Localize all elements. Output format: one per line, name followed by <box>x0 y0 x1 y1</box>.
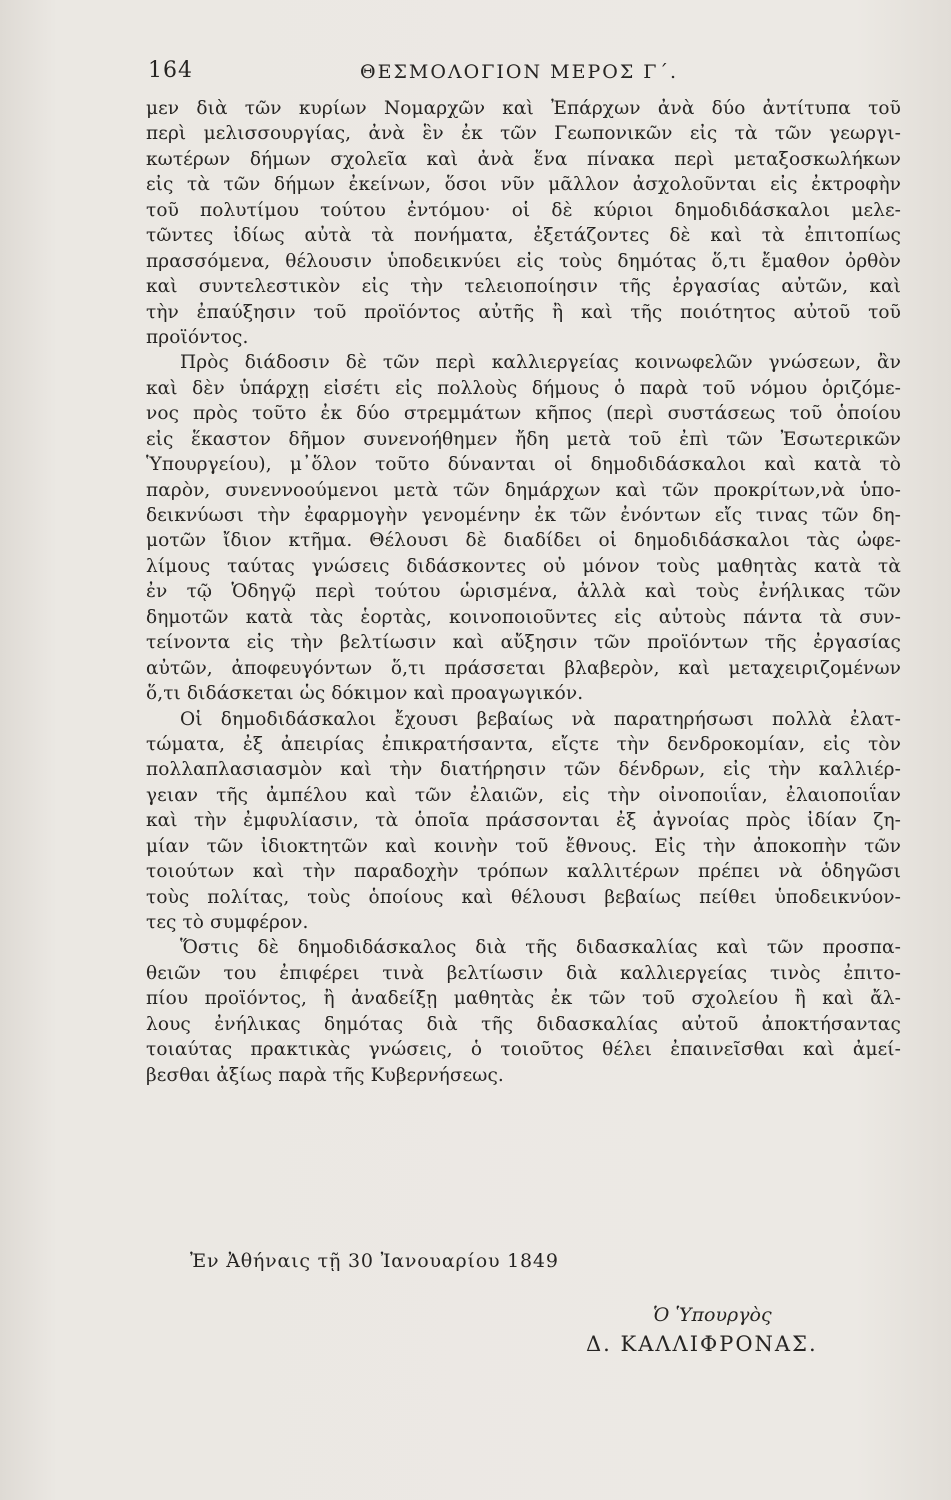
text-line: θειῶν του ἐπιφέρει τινὰ βελτίωσιν διὰ καλλιεργείας τινὸς ἐπιτο- <box>146 962 901 984</box>
text-line: λίμους ταύτας γνώσεις διδάσκοντες οὐ μόνον τοὺς μαθητὰς κατὰ τὰ <box>146 555 901 577</box>
text-line: καὶ τὴν ἐμφυλίασιν, τὰ ὁποῖα πράσσονται ἐξ ἀγνοίας πρὸς ἰδίαν ζη- <box>146 810 901 832</box>
signature-block <box>586 1304 871 1356</box>
text-line: μοτῶν ἴδιον κτῆμα. Θέλουσι δὲ διαδίδει οἱ δημοδιδάσκαλοι τὰς ὠφε- <box>146 530 901 552</box>
text-line: εἰς ἕκαστον δῆμον συνενοήθημεν ἤδη μετὰ τοῦ ἐπὶ τῶν Ἐσωτερικῶν <box>146 428 901 450</box>
text-line: μεν διὰ τῶν κυρίων Νομαρχῶν καὶ Ἐπάρχων ἀνὰ δύο ἀντίτυπα τοῦ <box>146 98 901 119</box>
text-line: αὐτῶν, ἀποφευγόντων ὅ,τι πράσσεται βλαβερὸν, καὶ μεταχειριζομένων <box>146 657 901 679</box>
text-line: Οἱ δημοδιδάσκαλοι ἔχουσι βεβαίως νὰ παρατηρήσωσι πολλὰ ἐλατ- <box>180 708 901 730</box>
running-header <box>148 58 800 90</box>
text-line: ὅ,τι διδάσκεται ὡς δόκιμον καὶ προαγωγικόν. <box>146 683 584 705</box>
text-line: νος πρὸς τοῦτο ἐκ δύο στρεμμάτων κῆπος (περὶ συστάσεως τοῦ ὁποίου <box>146 403 901 425</box>
body-text <box>146 96 901 1088</box>
text-line: παρὸν, συνεννοούμενοι μετὰ τῶν δημάρχων καὶ τῶν προκρίτων,νὰ ὑπο- <box>146 479 901 501</box>
text-line: λους ἐνήλικας δημότας διὰ τῆς διδασκαλίας αὐτοῦ ἀποκτήσαντας <box>146 1013 901 1035</box>
text-line: Ὑπουργείου), μ᾽ὅλον τοῦτο δύνανται οἱ δημοδιδάσκαλοι καὶ κατὰ τὸ <box>146 454 901 476</box>
text-line: τοὺς πολίτας, τοὺς ὁποίους καὶ θέλουσι βεβαίως πείθει ὑποδεικνύον- <box>146 886 901 908</box>
text-line: γειαν τῆς ἀμπέλου καὶ τῶν ἐλαιῶν, εἰς τὴν οἰνοποιΐαν, ἐλαιοποιΐαν <box>146 784 901 806</box>
text-line: βεσθαι ἀξίως παρὰ τῆς Κυβερνήσεως. <box>146 1064 504 1086</box>
dateline: Ἐν Ἀθήναις τῇ 30 Ἰανουαρίου 1849 <box>190 1250 559 1272</box>
text-line: τῶντες ἰδίως αὐτὰ τὰ πονήματα, ἐξετάζοντες δὲ καὶ τὰ ἐπιτοπίως <box>146 225 901 247</box>
text-line: πολλαπλασιασμὸν καὶ τὴν διατήρησιν τῶν δένδρων, εἰς τὴν καλλιέρ- <box>146 759 901 781</box>
text-line: καὶ δὲν ὑπάρχῃ εἰσέτι εἰς πολλοὺς δήμους ὁ παρὰ τοῦ νόμου ὁριζόμε- <box>146 377 901 399</box>
text-line: δεικνύωσι τὴν ἐφαρμογὴν γενομένην ἐκ τῶν ἐνόντων εἴς τινας τῶν δη- <box>146 505 901 526</box>
text-line: τὴν ἐπαύξησιν τοῦ προϊόντος αὐτῆς ἢ καὶ τῆς ποιότητος αὐτοῦ τοῦ <box>146 301 901 323</box>
text-line: καὶ συντελεστικὸν εἰς τὴν τελειοποίησιν τῆς ἐργασίας αὐτῶν, καὶ <box>146 276 901 298</box>
text-line: ἐν τῷ Ὁδηγῷ περὶ τούτου ὡρισμένα, ἀλλὰ καὶ τοὺς ἐνήλικας τῶν <box>146 581 901 603</box>
running-title: ΘΕΣΜΟΛΟΓΙΟΝ ΜΕΡΟΣ Γ΄. <box>360 61 679 83</box>
text-line: περὶ μελισσουργίας, ἀνὰ ἓν ἐκ τῶν Γεωπονικῶν εἰς τὰ τῶν γεωργι- <box>146 123 901 145</box>
text-line: πίου προϊόντος, ἢ ἀναδείξῃ μαθητὰς ἐκ τῶν τοῦ σχολείου ἢ καὶ ἄλ- <box>146 988 901 1010</box>
text-line: δημοτῶν κατὰ τὰς ἑορτὰς, κοινοποιοῦντες εἰς αὐτοὺς πάντα τὰ συν- <box>146 606 901 628</box>
signer-title: Ὁ Ὑπουργὸς <box>653 1304 772 1326</box>
text-line: προϊόντος. <box>146 326 249 348</box>
text-line: τοιούτων καὶ τὴν παραδοχὴν τρόπων καλλιτέρων πρέπει νὰ ὁδηγῶσι <box>146 861 901 883</box>
text-line: Ὅστις δὲ δημοδιδάσκαλος διὰ τῆς διδασκαλίας καὶ τῶν προσπα- <box>180 937 901 959</box>
text-line: μίαν τῶν ἰδιοκτητῶν καὶ κοινὴν τοῦ ἔθνους. Εἰς τὴν ἀποκοπὴν τῶν <box>146 835 901 857</box>
text-line: Πρὸς διάδοσιν δὲ τῶν περὶ καλλιεργείας κοινωφελῶν γνώσεων, ἂν <box>180 352 901 374</box>
text-line: τοιαύτας πρακτικὰς γνώσεις, ὁ τοιοῦτος θέλει ἐπαινεῖσθαι καὶ ἀμεί- <box>146 1039 901 1061</box>
text-line: εἰς τὰ τῶν δήμων ἐκείνων, ὅσοι νῦν μᾶλλον ἀσχολοῦνται εἰς ἐκτροφὴν <box>146 174 901 196</box>
text-line: τες τὸ συμφέρον. <box>146 912 309 933</box>
signer-name: Δ. ΚΑΛΛΙΦΡΟΝΑΣ. <box>586 1332 818 1356</box>
text-line: τοῦ πολυτίμου τούτου ἐντόμου· οἱ δὲ κύριοι δημοδιδάσκαλοι μελε- <box>146 199 901 221</box>
text-line: τώματα, ἐξ ἀπειρίας ἐπικρατήσαντα, εἴςτε τὴν δενδροκομίαν, εἰς τὸν <box>146 733 901 755</box>
text-line: πρασσόμενα, θέλουσιν ὑποδεικνύει εἰς τοὺς δημότας ὅ,τι ἔμαθον ὀρθὸν <box>146 250 901 272</box>
text-line: τείνοντα εἰς τὴν βελτίωσιν καὶ αὔξησιν τῶν προϊόντων τῆς ἐργασίας <box>146 632 901 654</box>
text-line: κωτέρων δήμων σχολεῖα καὶ ἀνὰ ἕνα πίνακα περὶ μεταξοσκωλήκων <box>146 148 901 170</box>
page-number: 164 <box>148 58 193 83</box>
